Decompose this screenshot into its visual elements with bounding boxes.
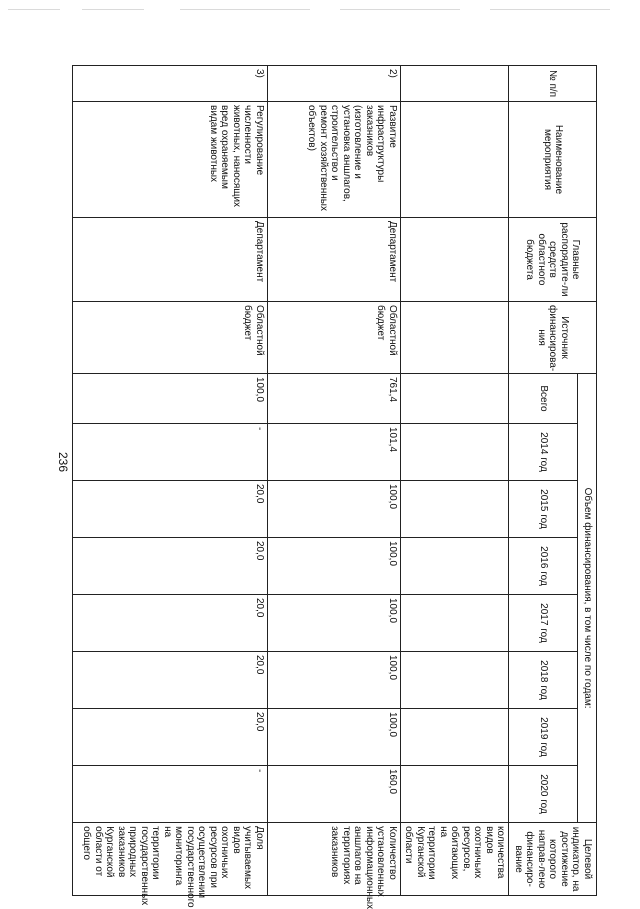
table-row: [400, 66, 509, 896]
table-row: [73, 66, 268, 896]
cell-year-value: [400, 595, 509, 652]
scan-noise-line: [82, 9, 144, 10]
cell-year-value: 20,0: [73, 595, 268, 652]
scan-noise-line: [340, 9, 460, 10]
cell-num: [400, 66, 509, 102]
cell-source: [400, 302, 509, 374]
cell-name: Регулирование численности животных, наносящих вред охраняемым видам животных: [73, 102, 268, 218]
header-year: 2020 год: [509, 766, 578, 823]
cell-year-value: 160,0: [267, 766, 400, 823]
cell-year-value: -: [73, 424, 268, 481]
cell-indicator: Доля учитываемых видов охотничьих ресурсов при осуществлении государственного мониторинга на территории государственных природных заказников Курганской области от общего: [73, 823, 268, 896]
cell-year-value: 20,0: [73, 652, 268, 709]
cell-year-value: [400, 481, 509, 538]
cell-year-value: 100,0: [267, 481, 400, 538]
header-name: Наименование мероприятия: [509, 102, 597, 218]
cell-distributor: Департамент: [73, 218, 268, 302]
cell-year-value: [400, 652, 509, 709]
scan-noise-line: [490, 9, 610, 10]
cell-year-value: [400, 424, 509, 481]
cell-year-value: 100,0: [267, 652, 400, 709]
header-year: 2018 год: [509, 652, 578, 709]
cell-name: Развитие инфраструктуры заказников (изготовление и установка аншлагов, строительство и ремонт хозяйственных объектов): [267, 102, 400, 218]
header-year: 2019 год: [509, 709, 578, 766]
scan-noise-line: [8, 9, 60, 10]
cell-indicator: количества видов охотничьих ресурсов, обитающих на территории Курганской области: [400, 823, 509, 896]
header-year: 2016 год: [509, 538, 578, 595]
header-year: 2017 год: [509, 595, 578, 652]
cell-total: 100,0: [73, 374, 268, 424]
header-source: Источник финансирова-ния: [509, 302, 597, 374]
header-total: Всего: [509, 374, 578, 424]
cell-indicator: Количество установленных информационных аншлагов на территориях заказников: [267, 823, 400, 896]
cell-year-value: -: [73, 766, 268, 823]
cell-year-value: 101,4: [267, 424, 400, 481]
cell-total: 761,4: [267, 374, 400, 424]
cell-year-value: 100,0: [267, 709, 400, 766]
page-number: 236: [56, 452, 70, 473]
header-indicator: Целевой индикатор, на достижение которого направ-лено финансиро-вание: [509, 823, 597, 896]
header-distributor: Главные распорядите-ли средств областного бюджета: [509, 218, 597, 302]
cell-num: 2): [267, 66, 400, 102]
header-year: 2015 год: [509, 481, 578, 538]
cell-source: Областной бюджет: [267, 302, 400, 374]
header-row: [578, 66, 597, 896]
header-year: 2014 год: [509, 424, 578, 481]
cell-year-value: 20,0: [73, 481, 268, 538]
cell-year-value: 100,0: [267, 595, 400, 652]
financing-table: [72, 65, 597, 909]
cell-year-value: [400, 538, 509, 595]
header-volume-group: Объем финансирования, в том числе по годам:: [578, 374, 597, 823]
scan-noise-line: [180, 9, 310, 10]
header-num: № п/п: [509, 66, 597, 102]
cell-year-value: 20,0: [73, 538, 268, 595]
cell-num: 3): [73, 66, 268, 102]
table-row: [267, 66, 400, 896]
rotated-table-wrapper: [72, 65, 597, 909]
cell-year-value: 100,0: [267, 538, 400, 595]
cell-year-value: [400, 766, 509, 823]
cell-name: [400, 102, 509, 218]
cell-distributor: [400, 218, 509, 302]
cell-distributor: Департамент: [267, 218, 400, 302]
cell-total: [400, 374, 509, 424]
cell-year-value: 20,0: [73, 709, 268, 766]
cell-source: Областной бюджет: [73, 302, 268, 374]
cell-year-value: [400, 709, 509, 766]
